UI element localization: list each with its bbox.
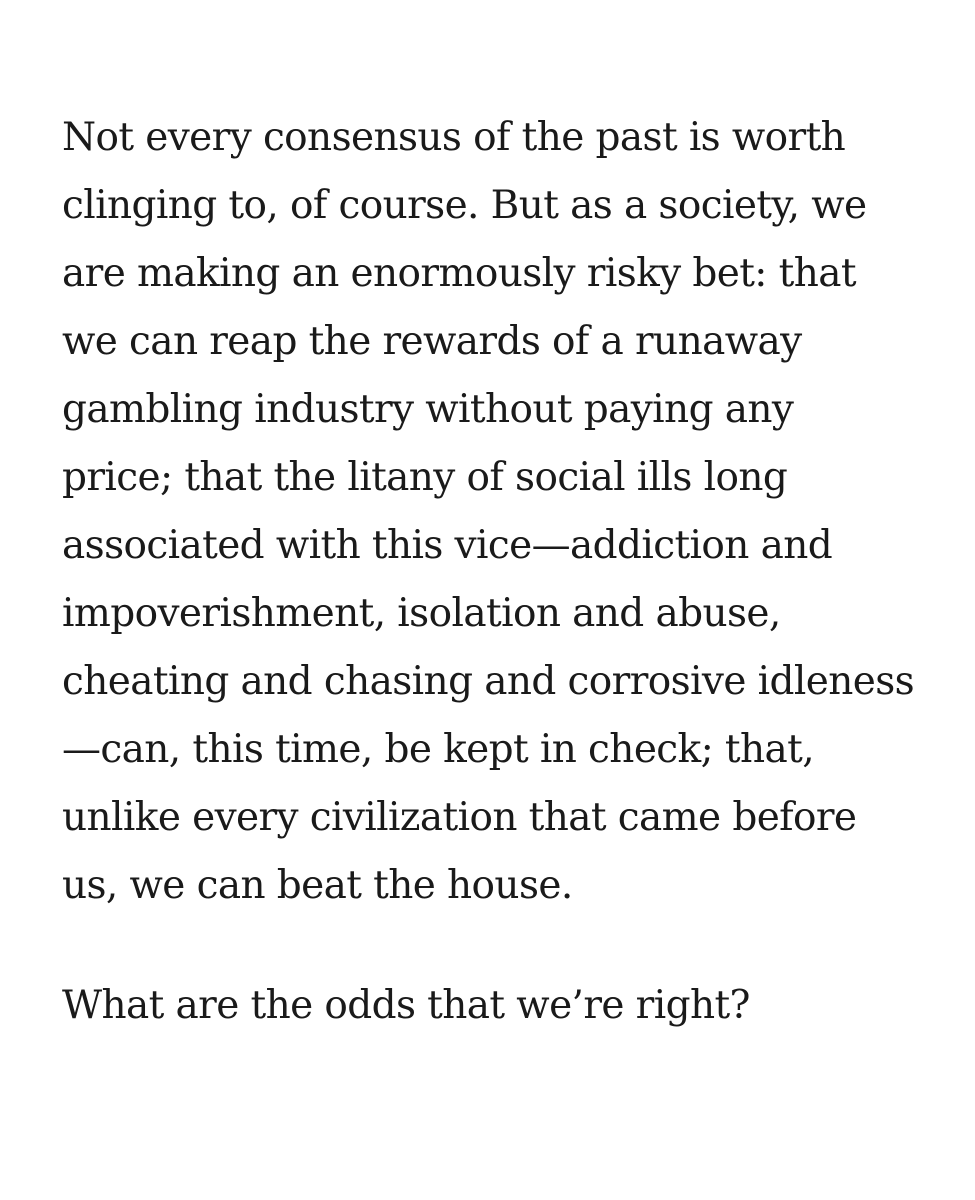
paragraph-line: price; that the litany of social ills long (62, 455, 788, 500)
paragraph-line: unlike every civilization that came before (62, 795, 857, 840)
paragraph-line: gambling industry without paying any (62, 387, 794, 432)
paragraph-line: clinging to, of course. But as a society, we (62, 183, 867, 228)
closing-question: What are the odds that we’re right? (62, 983, 750, 1028)
body-paragraph (62, 104, 952, 920)
paragraph-line: Not every consensus of the past is worth (62, 115, 846, 160)
paragraph-line: cheating and chasing and corrosive idleness (62, 659, 915, 704)
paragraph-line: us, we can beat the house. (62, 863, 573, 908)
paragraph-line: we can reap the rewards of a runaway (62, 319, 802, 364)
paragraph-line: impoverishment, isolation and abuse, (62, 591, 781, 636)
paragraph-line: are making an enormously risky bet: that (62, 251, 856, 296)
article-excerpt (62, 104, 952, 1040)
paragraph-line: —can, this time, be kept in check; that, (62, 727, 815, 772)
paragraph-line: associated with this vice—addiction and (62, 523, 833, 568)
